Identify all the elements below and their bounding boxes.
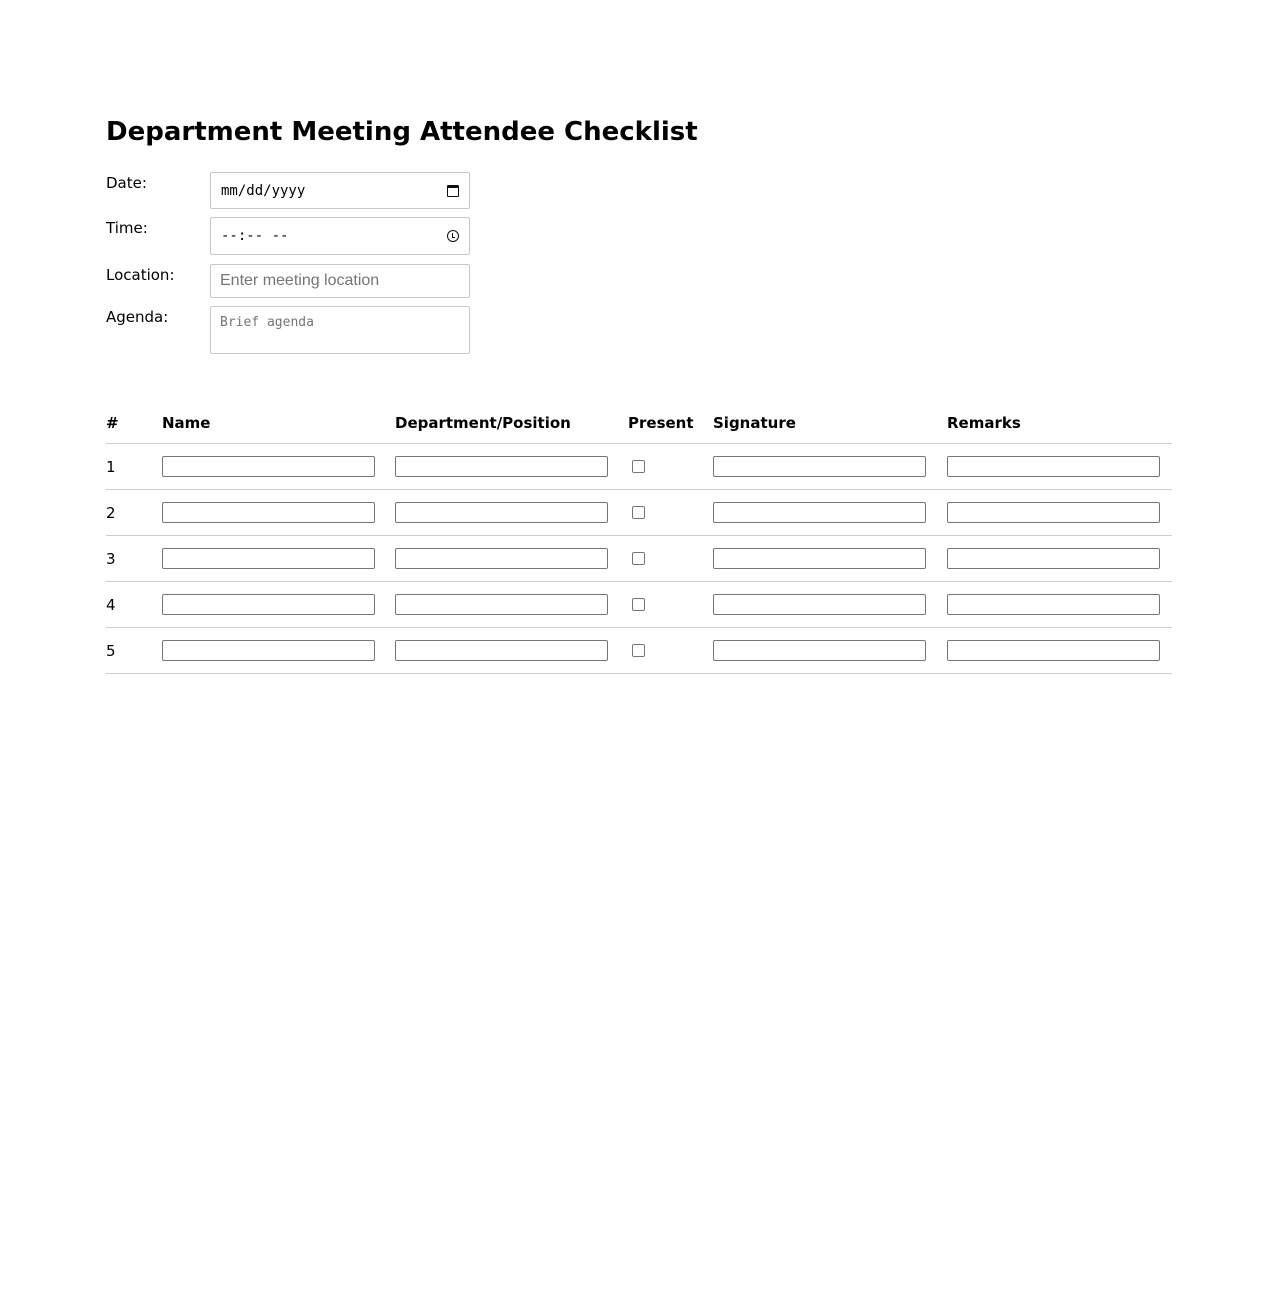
department-input[interactable] xyxy=(395,502,608,523)
department-input[interactable] xyxy=(395,456,608,477)
signature-input[interactable] xyxy=(713,594,926,615)
page-container xyxy=(106,112,1172,660)
header-present: Present xyxy=(628,402,713,444)
agenda-textarea[interactable] xyxy=(210,306,470,354)
name-input[interactable] xyxy=(162,456,375,477)
present-checkbox[interactable] xyxy=(632,460,645,473)
name-input[interactable] xyxy=(162,594,375,615)
date-input[interactable] xyxy=(210,172,470,209)
clock-icon[interactable] xyxy=(447,230,459,242)
remarks-input[interactable] xyxy=(947,502,1160,523)
signature-input[interactable] xyxy=(713,548,926,569)
signature-input[interactable] xyxy=(713,456,926,477)
department-input[interactable] xyxy=(395,548,608,569)
table-row xyxy=(106,490,1172,536)
row-number: 5 xyxy=(106,628,162,674)
row-number: 1 xyxy=(106,444,162,490)
signature-input[interactable] xyxy=(713,502,926,523)
agenda-placeholder: Brief agenda xyxy=(220,315,314,330)
table-row xyxy=(106,536,1172,582)
header-signature: Signature xyxy=(713,402,947,444)
present-checkbox[interactable] xyxy=(632,552,645,565)
table-row xyxy=(106,582,1172,628)
header-number: # xyxy=(106,402,162,444)
present-checkbox[interactable] xyxy=(632,644,645,657)
row-number: 2 xyxy=(106,490,162,536)
table-row xyxy=(106,628,1172,674)
agenda-label: Agenda: xyxy=(106,308,169,326)
row-number: 4 xyxy=(106,582,162,628)
time-label: Time: xyxy=(106,219,148,237)
attendee-table xyxy=(106,402,1172,674)
remarks-input[interactable] xyxy=(947,640,1160,661)
time-input[interactable] xyxy=(210,217,470,255)
date-placeholder: mm/dd/yyyy xyxy=(221,182,306,199)
table-row xyxy=(106,444,1172,490)
present-checkbox[interactable] xyxy=(632,598,645,611)
name-input[interactable] xyxy=(162,548,375,569)
page-title: Department Meeting Attendee Checklist xyxy=(106,117,698,147)
location-input[interactable] xyxy=(210,264,470,298)
header-remarks: Remarks xyxy=(947,402,1172,444)
header-name: Name xyxy=(162,402,395,444)
row-number: 3 xyxy=(106,536,162,582)
calendar-icon[interactable] xyxy=(447,185,459,197)
remarks-input[interactable] xyxy=(947,594,1160,615)
location-label: Location: xyxy=(106,266,175,284)
present-checkbox[interactable] xyxy=(632,506,645,519)
header-department: Department/Position xyxy=(395,402,628,444)
time-placeholder: --:-- -- xyxy=(221,228,289,244)
signature-input[interactable] xyxy=(713,640,926,661)
department-input[interactable] xyxy=(395,640,608,661)
remarks-input[interactable] xyxy=(947,456,1160,477)
name-input[interactable] xyxy=(162,502,375,523)
table-header-row xyxy=(106,402,1172,444)
name-input[interactable] xyxy=(162,640,375,661)
date-label: Date: xyxy=(106,174,147,192)
remarks-input[interactable] xyxy=(947,548,1160,569)
department-input[interactable] xyxy=(395,594,608,615)
location-placeholder: Enter meeting location xyxy=(220,272,380,289)
